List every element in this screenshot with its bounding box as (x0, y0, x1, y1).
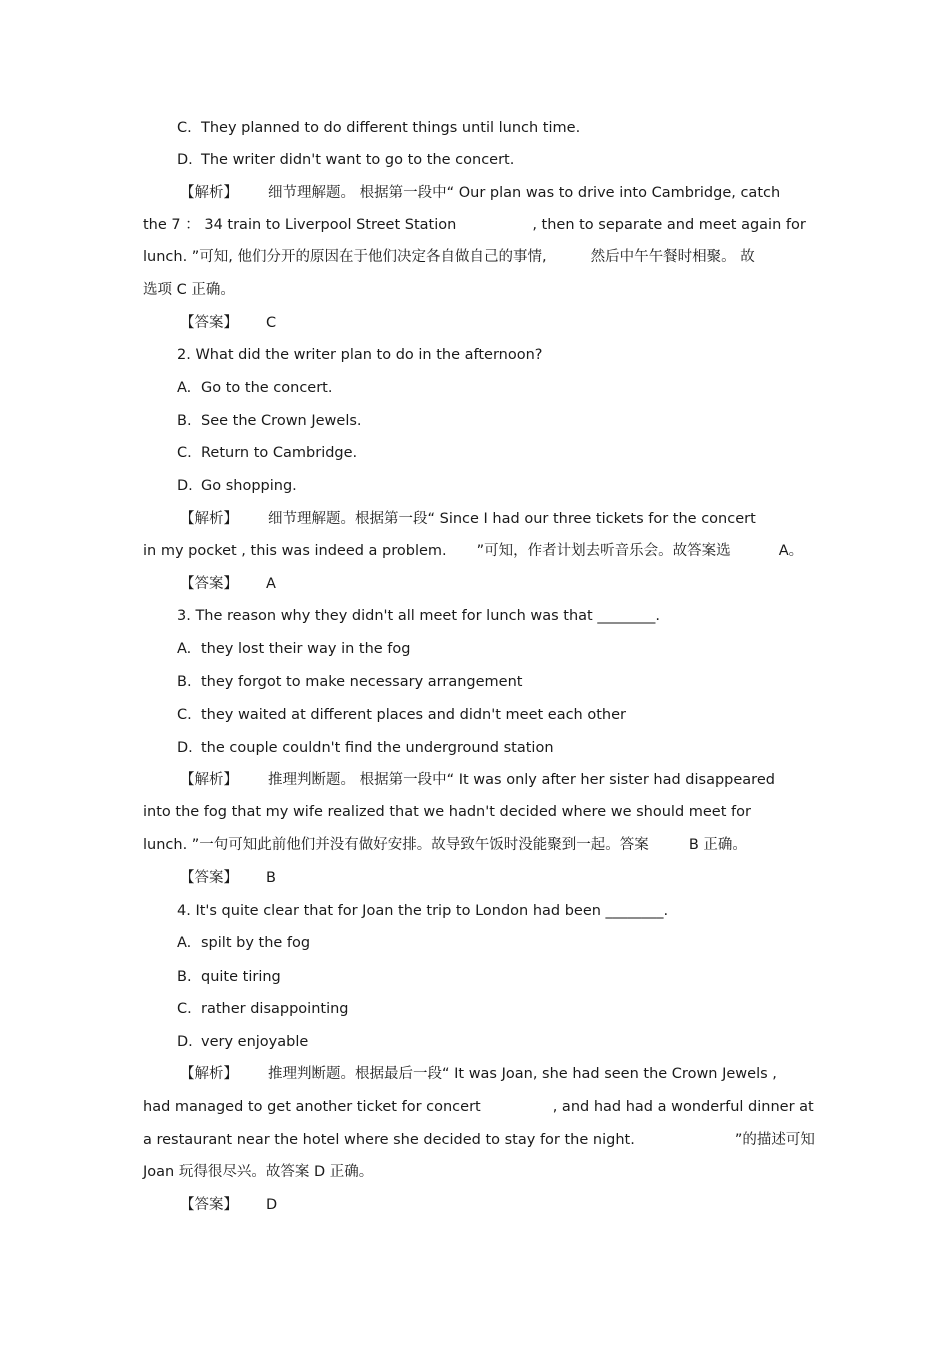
q1-option-c: C. They planned to do different things until lunch time. (177, 120, 581, 136)
q2-option-b: B. See the Crown Jewels. (177, 413, 362, 429)
q2-option-a: A. Go to the concert. (177, 380, 333, 396)
q1-analysis-line-3: lunch. ”可知, 他们分开的原因在于他们决定各自做自己的事情, 然后中午午餐时相聚。 故 (143, 249, 755, 265)
q4-option-c: C. rather disappointing (177, 1001, 349, 1017)
q3-answer: 【答案】 B (180, 870, 276, 886)
q1-answer: 【答案】 C (180, 315, 277, 331)
q3-analysis-line-2: into the fog that my wife realized that we hadn't decided where we should meet for (143, 804, 751, 820)
q1-analysis-line-4: 选项 C 正确。 (143, 282, 235, 298)
q3-analysis-line-3: lunch. ”一句可知此前他们并没有做好安排。故导致午饭时没能聚到一起。答案 B 正确。 (143, 837, 747, 853)
q2-analysis-line-2: in my pocket , this was indeed a problem. ”可知，作者计划去听音乐会。故答案选 A。 (143, 543, 804, 559)
q4-analysis-line-3: a restaurant near the hotel where she decided to stay for the night. ”的描述可知 (143, 1132, 815, 1148)
q4-answer: 【答案】 D (180, 1197, 278, 1213)
q4-option-b: B. quite tiring (177, 969, 281, 985)
q3-option-c: C. they waited at different places and didn't meet each other (177, 707, 626, 723)
q4-analysis-line-1: 【解析】 推理判断题。根据最后一段“ It was Joan, she had seen the Crown Jewels , (180, 1066, 777, 1082)
q4-option-d: D. very enjoyable (177, 1034, 309, 1050)
q3-stem: 3. The reason why they didn't all meet for lunch was that ________. (177, 608, 660, 624)
q4-analysis-line-4: Joan 玩得很尽兴。故答案 D 正确。 (143, 1164, 374, 1180)
q1-analysis-line-1: 【解析】 细节理解题。 根据第一段中“ Our plan was to drive into Cambridge, catch (180, 185, 781, 201)
q3-option-a: A. they lost their way in the fog (177, 641, 411, 657)
q2-option-d: D. Go shopping. (177, 478, 297, 494)
q3-analysis-line-1: 【解析】 推理判断题。 根据第一段中“ It was only after her sister had disappeared (180, 772, 775, 788)
q2-analysis-line-1: 【解析】 细节理解题。根据第一段“ Since I had our three tickets for the concert (180, 511, 756, 527)
q2-answer: 【答案】 A (180, 576, 276, 592)
q2-option-c: C. Return to Cambridge. (177, 445, 358, 461)
q3-option-b: B. they forgot to make necessary arrangement (177, 674, 523, 690)
q1-option-d: D. The writer didn't want to go to the concert. (177, 152, 515, 168)
q3-option-d: D. the couple couldn't find the underground station (177, 740, 554, 756)
q4-option-a: A. spilt by the fog (177, 935, 311, 951)
q1-analysis-line-2: the 7 ： 34 train to Liverpool Street Station , then to separate and meet again for (143, 217, 806, 233)
q4-stem: 4. It's quite clear that for Joan the trip to London had been ________. (177, 903, 669, 919)
q2-stem: 2. What did the writer plan to do in the afternoon? (177, 347, 543, 363)
q4-analysis-line-2: had managed to get another ticket for concert , and had had a wonderful dinner at (143, 1099, 814, 1115)
